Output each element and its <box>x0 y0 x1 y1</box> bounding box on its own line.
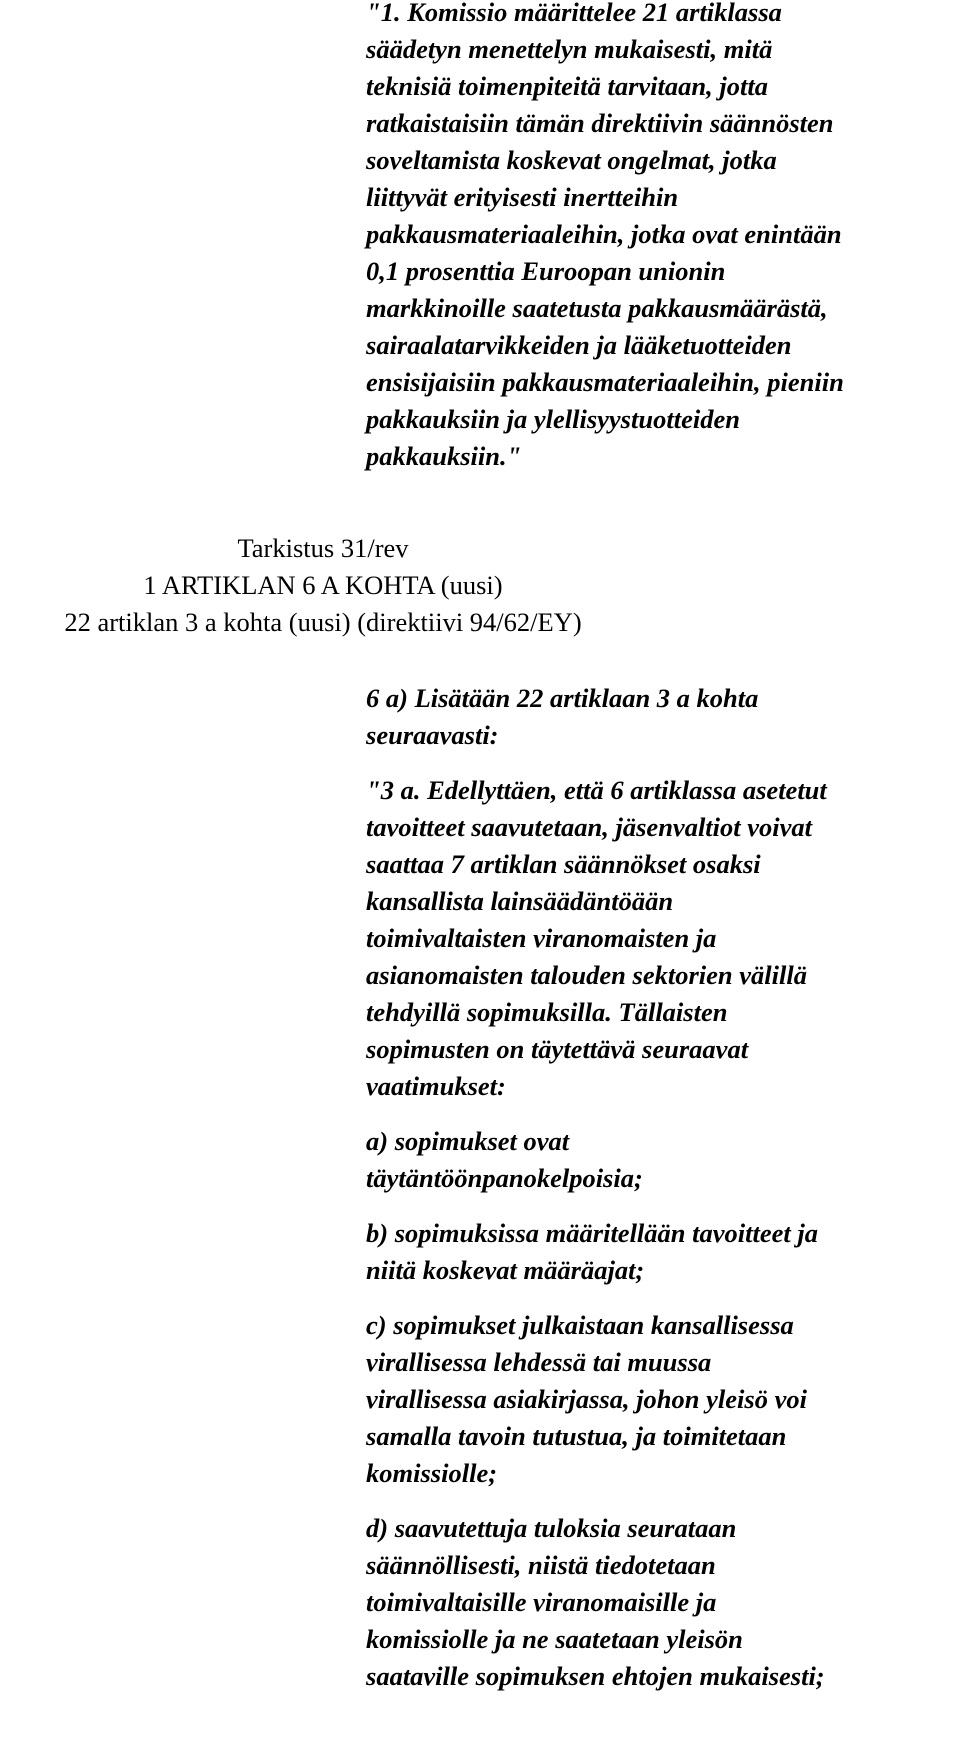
text-line: virallisessa asiakirjassa, johon yleisö voi <box>366 1384 807 1414</box>
paragraph-3a <box>366 772 956 1105</box>
text-line: ratkaistaisiin tämän direktiivin säännösten <box>366 108 834 138</box>
text-line: a) sopimukset ovat <box>366 1126 570 1156</box>
text-line: seuraavasti: <box>366 720 499 750</box>
text-line: markkinoille saatetusta pakkausmäärästä, <box>366 293 828 323</box>
text-line: niitä koskevat määräajat; <box>366 1255 645 1285</box>
text-line: säädetyn menettelyn mukaisesti, mitä <box>366 34 773 64</box>
text-line: d) saavutettuja tuloksia seurataan <box>366 1513 737 1543</box>
amendment-heading <box>0 530 646 641</box>
text-line: "3 a. Edellyttäen, että 6 artiklassa asetetut <box>366 775 827 805</box>
text-line: täytäntöönpanokelpoisia; <box>366 1163 643 1193</box>
text-line: c) sopimukset julkaistaan kansallisessa <box>366 1310 794 1340</box>
text-line: pakkauksiin." <box>366 441 522 471</box>
paragraph-intro <box>366 680 956 754</box>
text-line: säännöllisesti, niistä tiedotetaan <box>366 1550 716 1580</box>
text-line: "1. Komissio määrittelee 21 artiklassa <box>366 0 782 27</box>
text-line: saattaa 7 artiklan säännökset osaksi <box>366 849 761 879</box>
text-line: samalla tavoin tutustua, ja toimitetaan <box>366 1421 787 1451</box>
paragraph-d <box>366 1510 956 1695</box>
text-line: sopimusten on täytettävä seuraavat <box>366 1034 749 1064</box>
text-line: 6 a) Lisätään 22 artiklaan 3 a kohta <box>366 683 759 713</box>
text-line: sairaalatarvikkeiden ja lääketuotteiden <box>366 330 792 360</box>
paragraph-a <box>366 1123 956 1197</box>
text-line: kansallista lainsäädäntöään <box>366 886 674 916</box>
text-line: saataville sopimuksen ehtojen mukaisesti; <box>366 1661 825 1691</box>
text-line: soveltamista koskevat ongelmat, jotka <box>366 145 777 175</box>
text-line: tehdyillä sopimuksilla. Tällaisten <box>366 997 728 1027</box>
text-line: vaatimukset: <box>366 1071 506 1101</box>
directive-reference: 22 artiklan 3 a kohta (uusi) (direktiivi 94/62/EY) <box>64 607 582 637</box>
text-line: asianomaisten talouden sektorien välillä <box>366 960 807 990</box>
text-line: 0,1 prosenttia Euroopan unionin <box>366 256 726 286</box>
amendment-title: Tarkistus 31/rev <box>237 533 409 563</box>
text-line: ensisijaisiin pakkausmateriaaleihin, pieniin <box>366 367 844 397</box>
text-line: tavoitteet saavutetaan, jäsenvaltiot voivat <box>366 812 813 842</box>
paragraph-c <box>366 1307 956 1492</box>
text-line: liittyvät erityisesti inertteihin <box>366 182 679 212</box>
article-reference: 1 ARTIKLAN 6 A KOHTA (uusi) <box>143 570 503 600</box>
amendment-text <box>366 680 956 1713</box>
paragraph-b <box>366 1215 956 1289</box>
text-line: pakkauksiin ja ylellisyystuotteiden <box>366 404 740 434</box>
text-line: toimivaltaisten viranomaisten ja <box>366 923 717 953</box>
text-line: teknisiä toimenpiteitä tarvitaan, jotta <box>366 71 768 101</box>
amendment-text-previous <box>366 0 956 475</box>
text-line: b) sopimuksissa määritellään tavoitteet ja <box>366 1218 818 1248</box>
text-line: komissiolle ja ne saatetaan yleisön <box>366 1624 743 1654</box>
text-line: virallisessa lehdessä tai muussa <box>366 1347 712 1377</box>
text-line: toimivaltaisille viranomaisille ja <box>366 1587 717 1617</box>
text-line: pakkausmateriaaleihin, jotka ovat enintään <box>366 219 842 249</box>
text-line: komissiolle; <box>366 1458 498 1488</box>
